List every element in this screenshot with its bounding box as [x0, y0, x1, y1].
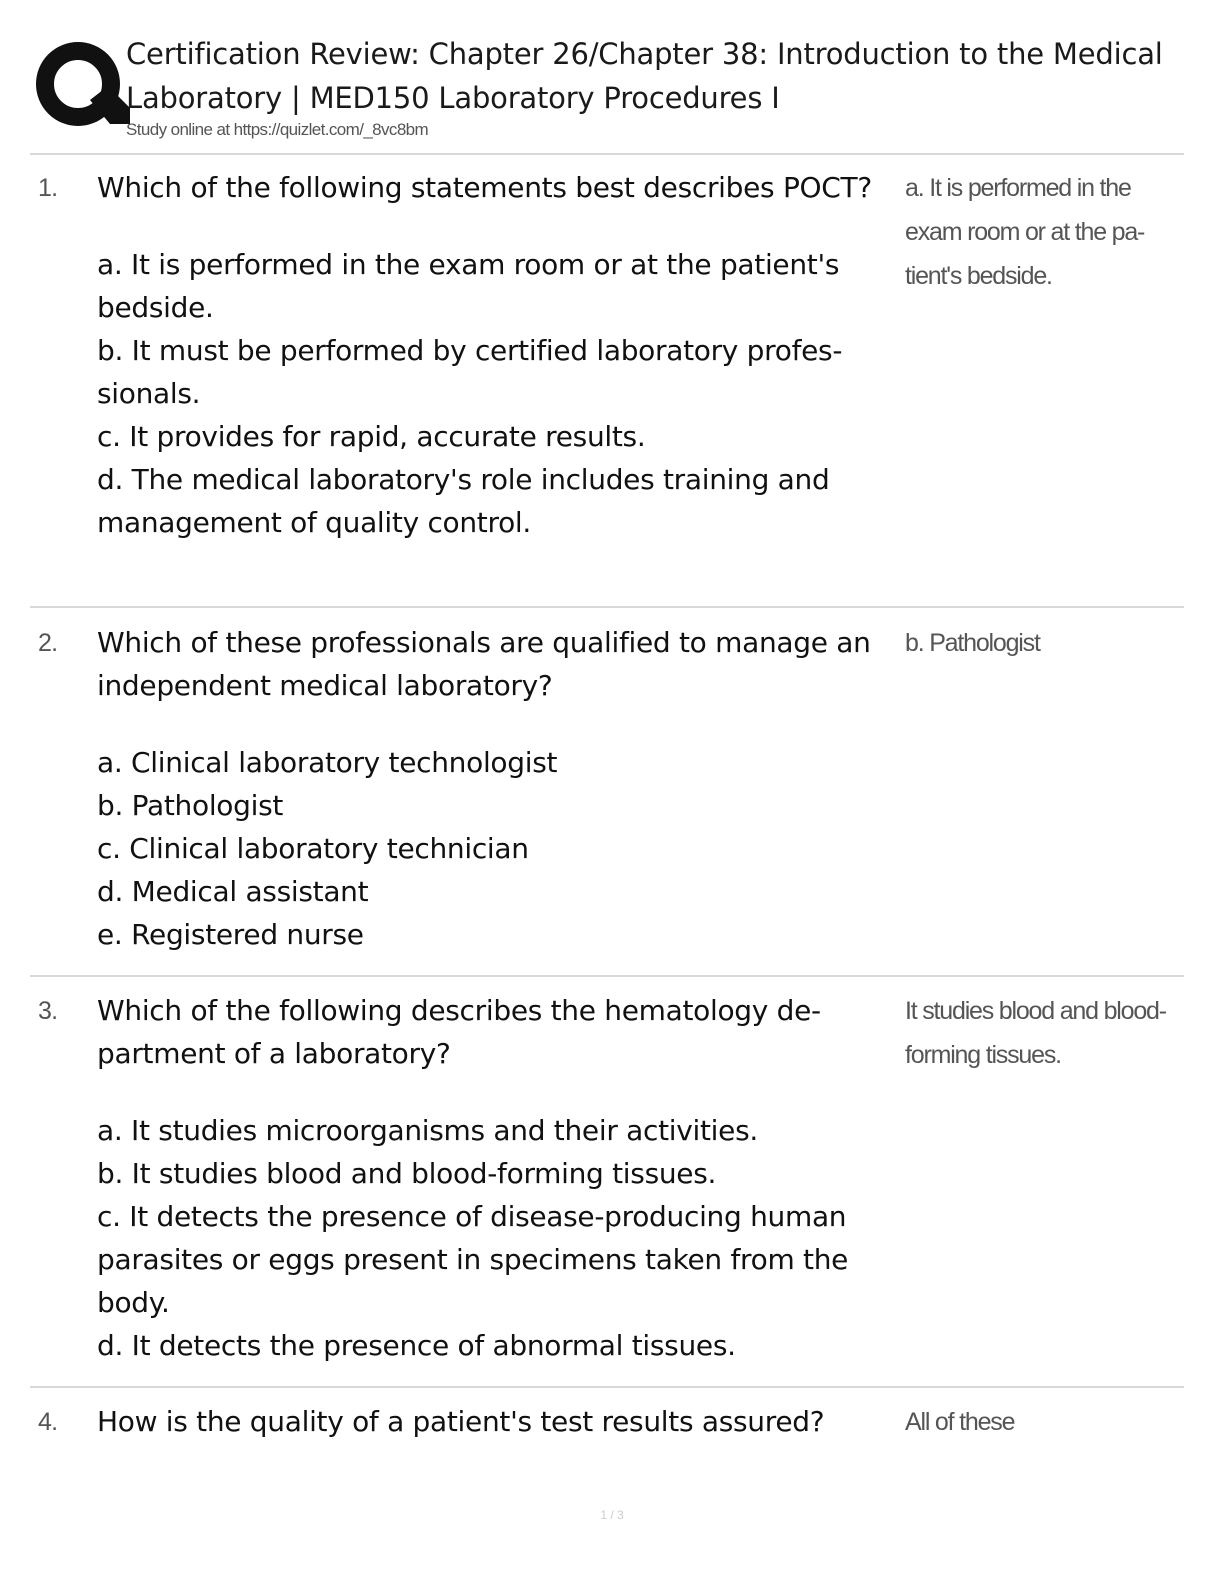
- quizlet-logo-icon: [32, 34, 132, 134]
- option-item: b. It must be performed by certified laboratory profes- sionals.: [97, 334, 843, 410]
- card-question: [97, 166, 897, 544]
- option-item: a. Clinical laboratory technologist: [97, 746, 558, 779]
- header-divider: [30, 153, 1184, 155]
- card-question: [97, 989, 897, 1367]
- option-item: d. Medical assistant: [97, 875, 369, 908]
- option-item: b. It studies blood and blood-forming tissues.: [97, 1157, 717, 1190]
- study-online-link[interactable]: Study online at https://quizlet.com/_8vc8bm: [126, 120, 429, 139]
- card-question: [97, 1400, 897, 1443]
- card-question: [97, 621, 897, 956]
- card-divider: [30, 606, 1184, 608]
- option-item: b. Pathologist: [97, 789, 284, 822]
- card-number: 1.: [38, 174, 58, 202]
- card-number: 4.: [38, 1408, 58, 1436]
- document-header: [30, 28, 1200, 154]
- option-item: e. Registered nurse: [97, 918, 364, 951]
- option-item: c. It provides for rapid, accurate results.: [97, 420, 646, 453]
- option-item: d. It detects the presence of abnormal tissues.: [97, 1329, 736, 1362]
- card-divider: [30, 1386, 1184, 1388]
- question-stem: How is the quality of a patient's test results assured?: [97, 1405, 825, 1438]
- card-divider: [30, 975, 1184, 977]
- option-item: a. It studies microorganisms and their activities.: [97, 1114, 758, 1147]
- answer-options: [97, 1109, 897, 1367]
- page-number: 1 / 3: [600, 1508, 624, 1522]
- answer-options: [97, 243, 897, 544]
- option-item: d. The medical laboratory's role includes training and management of quality control.: [97, 463, 830, 539]
- answer-options: [97, 741, 897, 956]
- card-number: 2.: [38, 629, 58, 657]
- title-line-2: Laboratory | MED150 Laboratory Procedures I: [126, 81, 780, 115]
- card-number: 3.: [38, 997, 58, 1025]
- document-title: [126, 32, 1202, 120]
- question-stem: Which of the following statements best describes POCT?: [97, 171, 872, 204]
- card-answer: It studies blood and blood-forming tissues.: [905, 997, 1166, 1069]
- card-answer: All of these: [905, 1408, 1015, 1436]
- option-item: c. It detects the presence of disease-producing human parasites or eggs present in specimens taken from the body.: [97, 1200, 849, 1319]
- title-line-1: Certification Review: Chapter 26/Chapter 38: Introduction to the Medical: [126, 37, 1163, 71]
- question-stem: Which of the following describes the hematology de- partment of a laboratory?: [97, 994, 821, 1070]
- card-answer: a. It is performed in the exam room or at the pa- tient's bedside.: [905, 174, 1145, 290]
- option-item: a. It is performed in the exam room or at the patient's bedside.: [97, 248, 840, 324]
- question-stem: Which of these professionals are qualified to manage an independent medical laboratory?: [97, 626, 871, 702]
- option-item: c. Clinical laboratory technician: [97, 832, 529, 865]
- card-answer: b. Pathologist: [905, 629, 1040, 657]
